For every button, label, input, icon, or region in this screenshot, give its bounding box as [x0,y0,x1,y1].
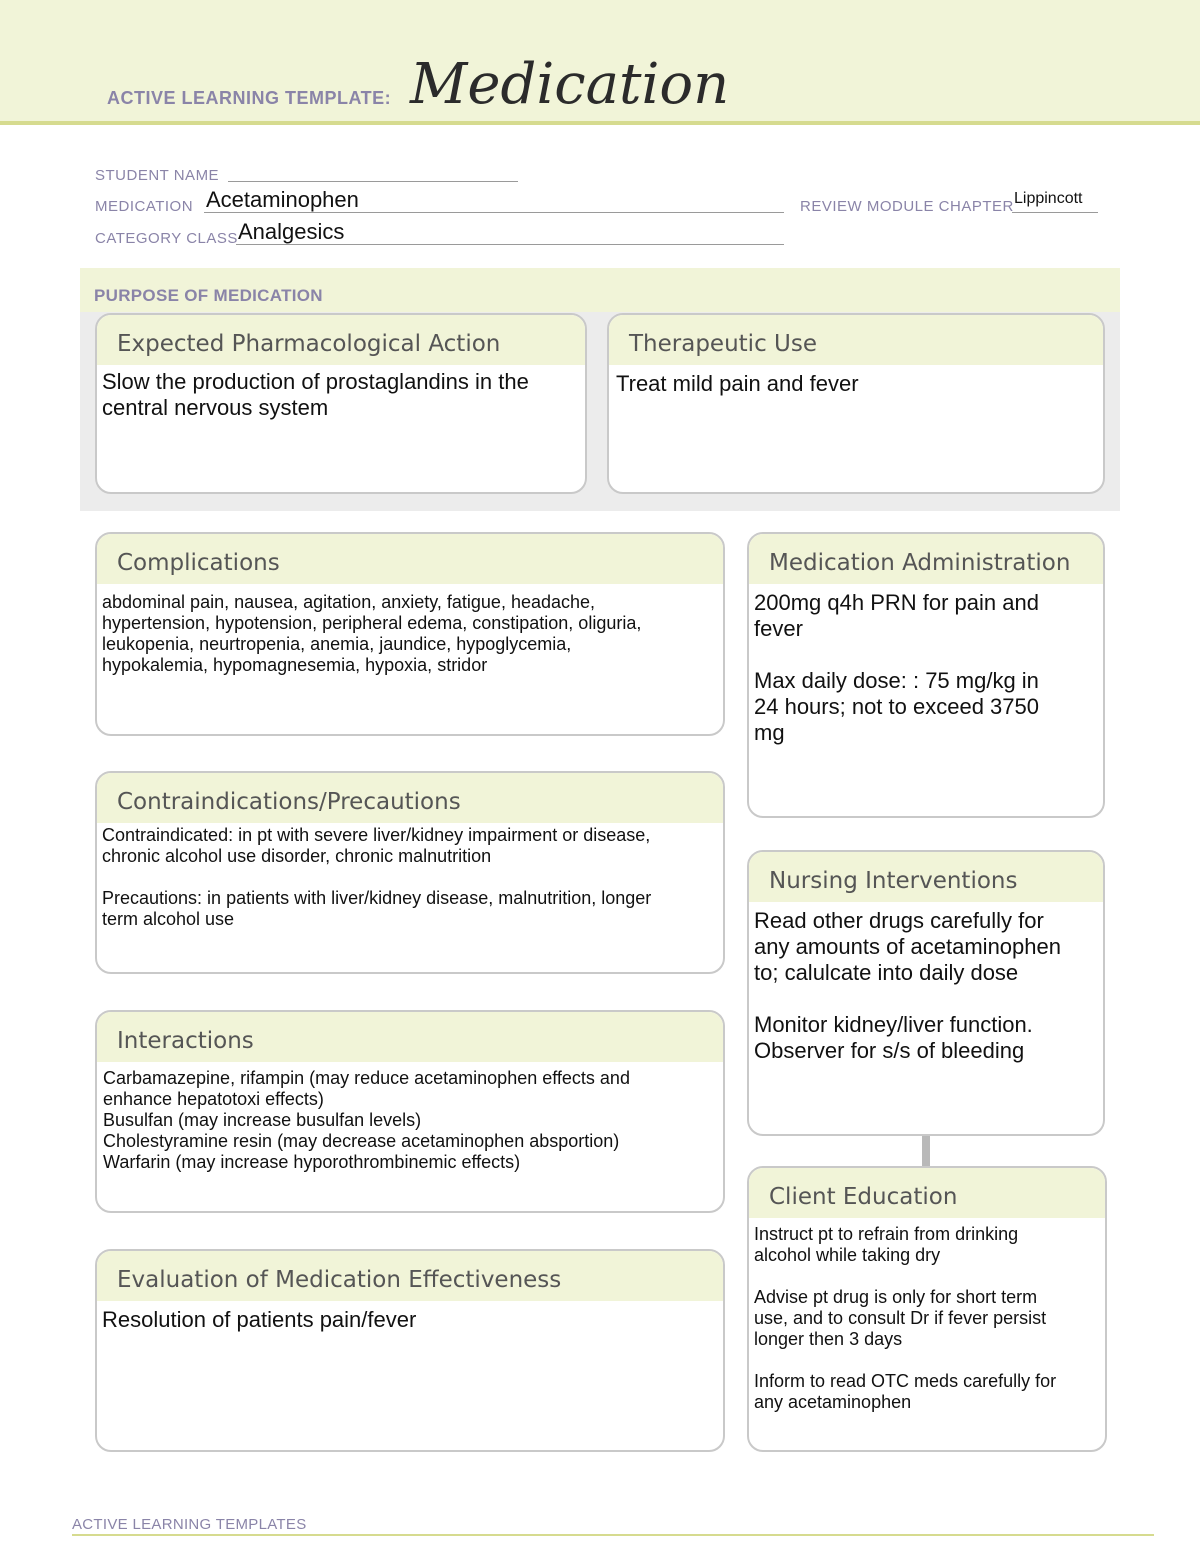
interactions-card [95,1010,725,1213]
contraindications-card [95,771,725,974]
student-name-line [228,181,518,182]
page-title: Medication [410,52,730,117]
category-class-field[interactable]: Analgesics [238,219,345,244]
template-prefix: ACTIVE LEARNING TEMPLATE: [107,88,392,108]
interactions-title: Interactions [97,1012,723,1062]
client-education-body[interactable]: Instruct pt to refrain from drinking alcohol while taking dry Advise pt drug is only for short term use, and to consult Dr if fever persist longer then 3 days Inform to read OTC meds carefully for any acetaminophen [754,1224,1057,1412]
medication-field[interactable]: Acetaminophen [206,187,359,212]
nursing-interventions-title: Nursing Interventions [749,852,1103,902]
expected-action-body[interactable]: Slow the production of prostaglandins in the central nervous system [102,369,529,420]
contraindications-title: Contraindications/Precautions [97,773,723,823]
review-module-label: REVIEW MODULE CHAPTER [800,198,1014,215]
client-education-card [747,1166,1107,1452]
client-education-title: Client Education [749,1168,1105,1218]
expected-action-title: Expected Pharmacological Action [97,315,585,365]
medication-administration-card [747,532,1105,818]
therapeutic-use-body[interactable]: Treat mild pain and fever [616,371,859,396]
connector-bar [922,1136,930,1166]
complications-title: Complications [97,534,723,584]
complications-body[interactable]: abdominal pain, nausea, agitation, anxiety, fatigue, headache, hypertension, hypotension, peripheral edema, constipation, oliguria, leukopenia, neurtropenia, anemia, jaundice, hypoglycemia, hypokalemia, hypomagnesemia, hypoxia, stridor [102,592,642,675]
medication-label: MEDICATION [95,198,194,215]
therapeutic-use-title: Therapeutic Use [609,315,1103,365]
footer-rule [72,1534,1154,1536]
footer-text: ACTIVE LEARNING TEMPLATES [72,1516,307,1533]
contraindications-body[interactable]: Contraindicated: in pt with severe liver/kidney impairment or disease, chronic alcohol use disorder, chronic malnutrition Precautions: in patients with liver/kidney disease, malnutrition, longer term alcohol use [102,825,652,929]
review-module-line [1012,212,1098,213]
student-name-label: STUDENT NAME [95,167,220,184]
evaluation-body[interactable]: Resolution of patients pain/fever [102,1307,417,1332]
evaluation-title: Evaluation of Medication Effectiveness [97,1251,723,1301]
therapeutic-use-card [607,313,1105,494]
evaluation-card [95,1249,725,1452]
expected-action-card [95,313,587,494]
nursing-interventions-body[interactable]: Read other drugs carefully for any amounts of acetaminophen to; calulcate into daily dose Monitor kidney/liver function. Observer for s/s of bleeding [754,908,1061,1063]
nursing-interventions-card [747,850,1105,1136]
purpose-label: PURPOSE OF MEDICATION [94,286,323,305]
category-class-label: CATEGORY CLASS [95,230,238,247]
medication-administration-body[interactable]: 200mg q4h PRN for pain and fever Max daily dose: : 75 mg/kg in 24 hours; not to exceed 3750 mg [754,590,1039,745]
complications-card [95,532,725,736]
review-module-field[interactable]: Lippincott [1014,190,1083,207]
medication-administration-title: Medication Administration [749,534,1103,584]
interactions-body[interactable]: Carbamazepine, rifampin (may reduce acetaminophen effects and enhance hepatotoxi effects) Busulfan (may increase busulfan levels) Cholestyramine resin (may decrease acetaminophen absportion) Warfarin (may increase hyporothrombinemic effects) [103,1068,630,1172]
